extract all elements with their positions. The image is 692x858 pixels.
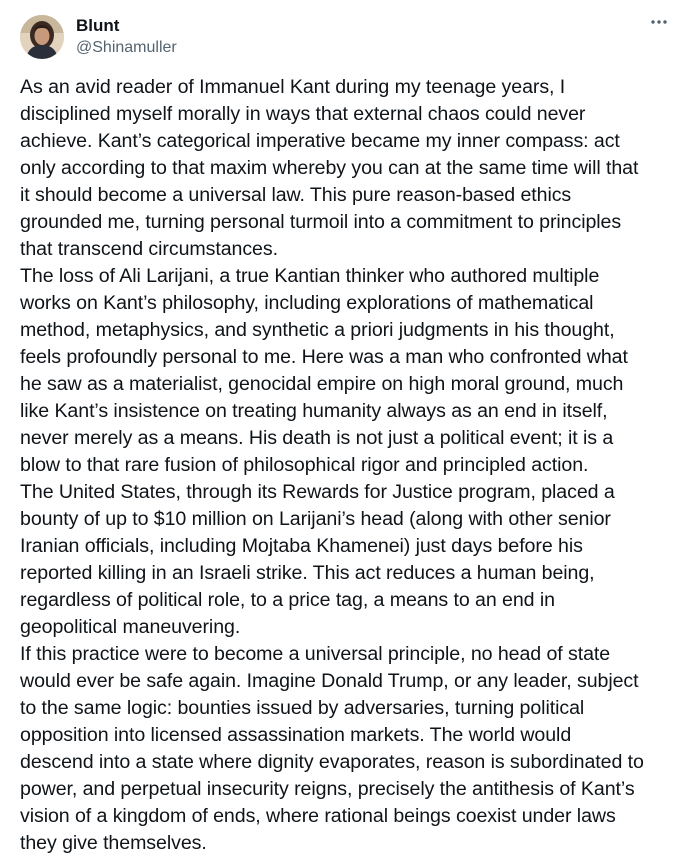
avatar[interactable] [20,15,64,59]
tweet-paragraph: If this practice were to become a universal principle, no head of state would ever be safe again. Imagine Donald Trump, or any leader, subject to the same logic: bounties issued by adversaries, turning political opposition into licensed assassination markets. The world would descend into a state where dignity evaporates, reason is subordinated to power, and perpetual insecurity reigns, precisely the antithesis of Kant’s vision of a kingdom of ends, where rational beings coexist under laws they give themselves. [20,643,644,854]
author-names [76,15,177,59]
more-options-button[interactable] [648,14,670,30]
tweet-paragraph: The United States, through its Rewards for Justice program, placed a bounty of up to $10 million on Larijani’s head (along with other senior Iranian officials, including Mojtaba Khamenei) just days before his reported killing in an Israeli strike. This act reduces a human being, regardless of political role, to a price tag, a means to an end in geopolitical maneuvering. [20,481,615,638]
tweet-paragraph: As an avid reader of Immanuel Kant during my teenage years, I disciplined myself morally in ways that external chaos could never achieve. Kant’s categorical imperative became my inner compass: act only according to that maxim whereby you can at the same time will that it should become a universal law. This pure reason-based ethics grounded me, turning personal turmoil into a commitment to principles that transcend circumstances. [20,76,639,260]
more-horizontal-icon [650,19,668,25]
display-name[interactable]: Blunt [76,16,120,35]
tweet-text [20,74,680,857]
profile-photo [20,15,64,59]
tweet-paragraph: The loss of Ali Larijani, a true Kantian thinker who authored multiple works on Kant’s philosophy, including explorations of mathematical method, metaphysics, and synthetic a priori judgments in his thought, feels profoundly personal to me. Here was a man who confronted what he saw as a materialist, genocidal empire on high moral ground, much like Kant’s insistence on treating humanity always as an end in itself, never merely as a means. His death is not just a political event; it is a blow to that rare fusion of philosophical rigor and principled action. [20,265,628,476]
tweet-header [20,12,177,62]
user-handle[interactable]: @Shinamuller [76,39,177,56]
